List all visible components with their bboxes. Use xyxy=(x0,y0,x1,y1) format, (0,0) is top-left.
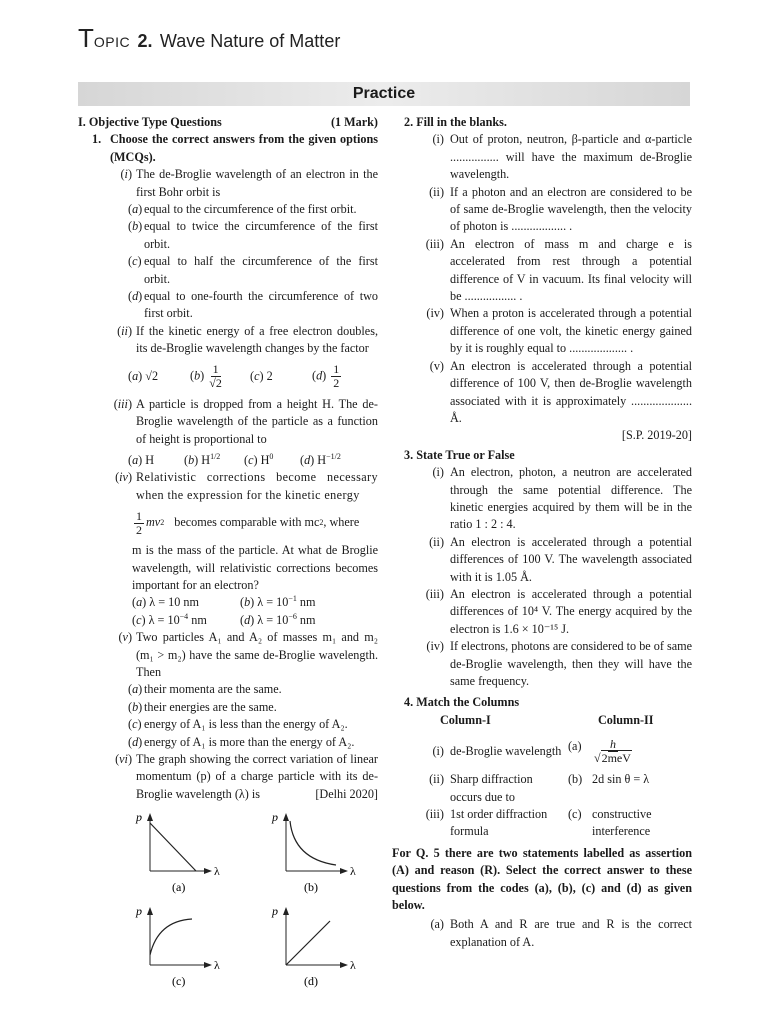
q1-number: 1. xyxy=(92,132,102,147)
question-text: The graph showing the correct variation of linear momentum (p) of a charge particle with its de-Broglie wavelength (λ) is [Delhi 2020] xyxy=(136,751,378,803)
axis-label-p: p xyxy=(136,810,142,825)
column-2-header: Column-II xyxy=(598,712,654,727)
qiv-options-1: (a) λ = 10 nm (b) $\lambda = 10^{-1}$ nm xyxy=(132,594,316,610)
topic-header xyxy=(78,23,341,53)
q3-item: (i) An electron, photon, a neutron are accelerated through the same potential difference. The kinetic energies acquired by them will be in the ratio 1 : 2 : 4. xyxy=(432,465,692,532)
match-columns-table xyxy=(418,712,692,841)
axis-label-lambda: λ xyxy=(350,864,356,879)
axis-label-lambda: λ xyxy=(214,864,220,879)
column-1-header: Column-I xyxy=(440,712,491,727)
question-label: (vi) xyxy=(115,752,132,766)
graph-label-a: (a) xyxy=(172,880,186,895)
qiv-formula-line: $\frac{1}{2}$ mv 2 becomes comparable with mc 2 , where xyxy=(136,508,360,537)
q5-option-a: (a) Both A and R are true and R is the correct explanation of A. xyxy=(430,917,692,949)
axis-label-p: p xyxy=(272,810,278,825)
q1-title: Choose the correct answers from the given options (MCQs). xyxy=(110,132,378,164)
q3-item: (iv) If electrons, photons are considered to be of same de-Broglie wavelength, then they will have the same frequency. xyxy=(426,639,692,688)
q2-item: (iii) An electron of mass m and charge e is accelerated from rest through a potential difference of V in vacuum. Its final velocity will be ................. . xyxy=(425,236,692,304)
option-c: (c) energy of A₁ is less than the energy of A₂. xyxy=(128,717,348,732)
option-a: (a) equal to the circumference of the first orbit. xyxy=(128,202,357,217)
section-title: I. Objective Type Questions xyxy=(78,115,222,129)
question-label: (v) xyxy=(118,630,132,645)
question-label: (ii) xyxy=(117,323,132,338)
match-row: (ii) Sharp diffraction occurs due to (b) 2d sin θ = λ xyxy=(429,772,650,804)
question-text: If the kinetic energy of a free electron doubles, its de-Broglie wavelength changes by the factor xyxy=(136,323,378,356)
option-a: (a) their momenta are the same. xyxy=(128,682,282,697)
question-text: A particle is dropped from a height H. The de-Broglie wavelength of the particle as a function of height is proportional to xyxy=(136,396,378,446)
q2-item: (iv) When a proton is accelerated through a potential difference of one volt, the kinetic energy gained by it is roughly equal to ................... . xyxy=(426,306,692,356)
q3-item: (iii) An electron is accelerated through a potential differences of 10⁴ V. The energy acquired by the electron is 1.6 × 10⁻¹⁵ J. xyxy=(425,586,692,636)
left-column xyxy=(78,114,378,999)
q5-intro: For Q. 5 there are two statements labelled as assertion (A) and reason (R). Select the correct answer to these questions from the codes (a), (b), (c) and (d) as given below. xyxy=(392,845,692,913)
topic-title: Wave Nature of Matter xyxy=(159,31,341,51)
right-column xyxy=(392,114,692,951)
axis-label-lambda: λ xyxy=(214,958,220,973)
question-label: (iii) xyxy=(113,396,132,411)
axis-label-lambda: λ xyxy=(350,958,356,973)
option-b: (b) their energies are the same. xyxy=(128,699,277,714)
q4-title: 4. Match the Columns xyxy=(404,695,520,710)
match-row: (i) de-Broglie wavelength (a) $\frac{h}{\text{√2meV}}$ xyxy=(432,736,631,765)
q1-heading xyxy=(92,131,378,166)
question-label: (i) xyxy=(120,167,132,182)
q2-reference: [S.P. 2019-20] xyxy=(621,428,692,443)
option-d: (d) energy of A₁ is more than the energy of A₂. xyxy=(128,734,355,749)
question-text: Two particles A₁ and A₂ of masses m₁ and m₂ (m₁ > m₂) have the same de-Broglie wavelength. Then xyxy=(136,630,378,679)
question-i xyxy=(110,166,378,201)
question-text: The de-Broglie wavelength of an electron in the first Bohr orbit is xyxy=(136,167,378,199)
q3-item: (ii) An electron is accelerated through a potential differences of 100 V. The wavelength associated with it is 1.05 Å. xyxy=(429,534,692,584)
graph-figure xyxy=(78,809,378,999)
question-v xyxy=(110,629,378,681)
qiv-options-2: (c) $\lambda = 10^{-4}$ nm (d) $\lambda = 10^{-6}$ nm xyxy=(132,611,316,627)
q3-title: 3. State True or False xyxy=(404,447,515,462)
q2-title: 2. Fill in the blanks. xyxy=(404,115,507,129)
question-iii xyxy=(110,396,378,448)
topic-number: 2. xyxy=(137,31,153,51)
topic-initial: T xyxy=(78,23,94,53)
axis-label-p: p xyxy=(272,904,278,919)
graph-b xyxy=(271,810,356,894)
section-heading xyxy=(78,114,378,131)
graph-options xyxy=(78,809,378,999)
question-reference: [Delhi 2020] xyxy=(315,786,378,801)
graph-label-d: (d) xyxy=(304,974,318,989)
qiv-text-cont: m is the mass of the particle. At what de Broglie wavelength, will relativistic corrections becomes important for an electron? xyxy=(132,543,378,592)
q2-item: (ii) If a photon and an electron are considered to be of same de-Broglie wavelength, then the velocity of photon is .................. . xyxy=(429,184,692,234)
section-marks: (1 Mark) xyxy=(330,115,378,129)
question-label: (iv) xyxy=(115,470,132,485)
graph-label-b: (b) xyxy=(304,880,318,895)
graph-a xyxy=(135,810,220,894)
qii-options: (a) √2 (b) $\frac{1}{√2}$ (c) 2 (d) $\frac{1}{2}$ xyxy=(128,362,340,391)
question-text: Relativistic corrections become necessary when the expression for the kinetic energy xyxy=(136,470,378,502)
question-vi xyxy=(110,751,378,803)
q2-item: (v) An electron is accelerated through a potential difference of 100 V, then de-Broglie wavelength associated with it is approximately .................... Å. xyxy=(429,358,692,425)
practice-banner: Practice xyxy=(78,82,690,106)
graph-label-c: (c) xyxy=(172,974,186,989)
question-iv xyxy=(110,469,378,504)
topic-word: OPIC xyxy=(93,34,131,50)
graph-c xyxy=(135,904,220,988)
q2-item: (i) Out of proton, neutron, β-particle and α-particle ................ will have the maximum de-Broglie wavelength. xyxy=(432,132,692,182)
option-d: (d) equal to one-fourth the circumference of two first orbit. xyxy=(128,289,378,321)
graph-d xyxy=(271,904,356,988)
match-header-row xyxy=(418,712,692,729)
match-row: (iii) 1st order diffraction formula (c) constructive interference xyxy=(425,807,652,839)
option-c: (c) equal to half the circumference of the first orbit. xyxy=(128,254,378,286)
option-b: (b) equal to twice the circumference of the first orbit. xyxy=(128,219,378,251)
axis-label-p: p xyxy=(136,904,142,919)
qiii-options: (a) H (b) $H^{1/2}$ (c) $H^0$ (d) $H^{-1/2}$ xyxy=(128,451,341,467)
question-ii xyxy=(110,323,378,358)
